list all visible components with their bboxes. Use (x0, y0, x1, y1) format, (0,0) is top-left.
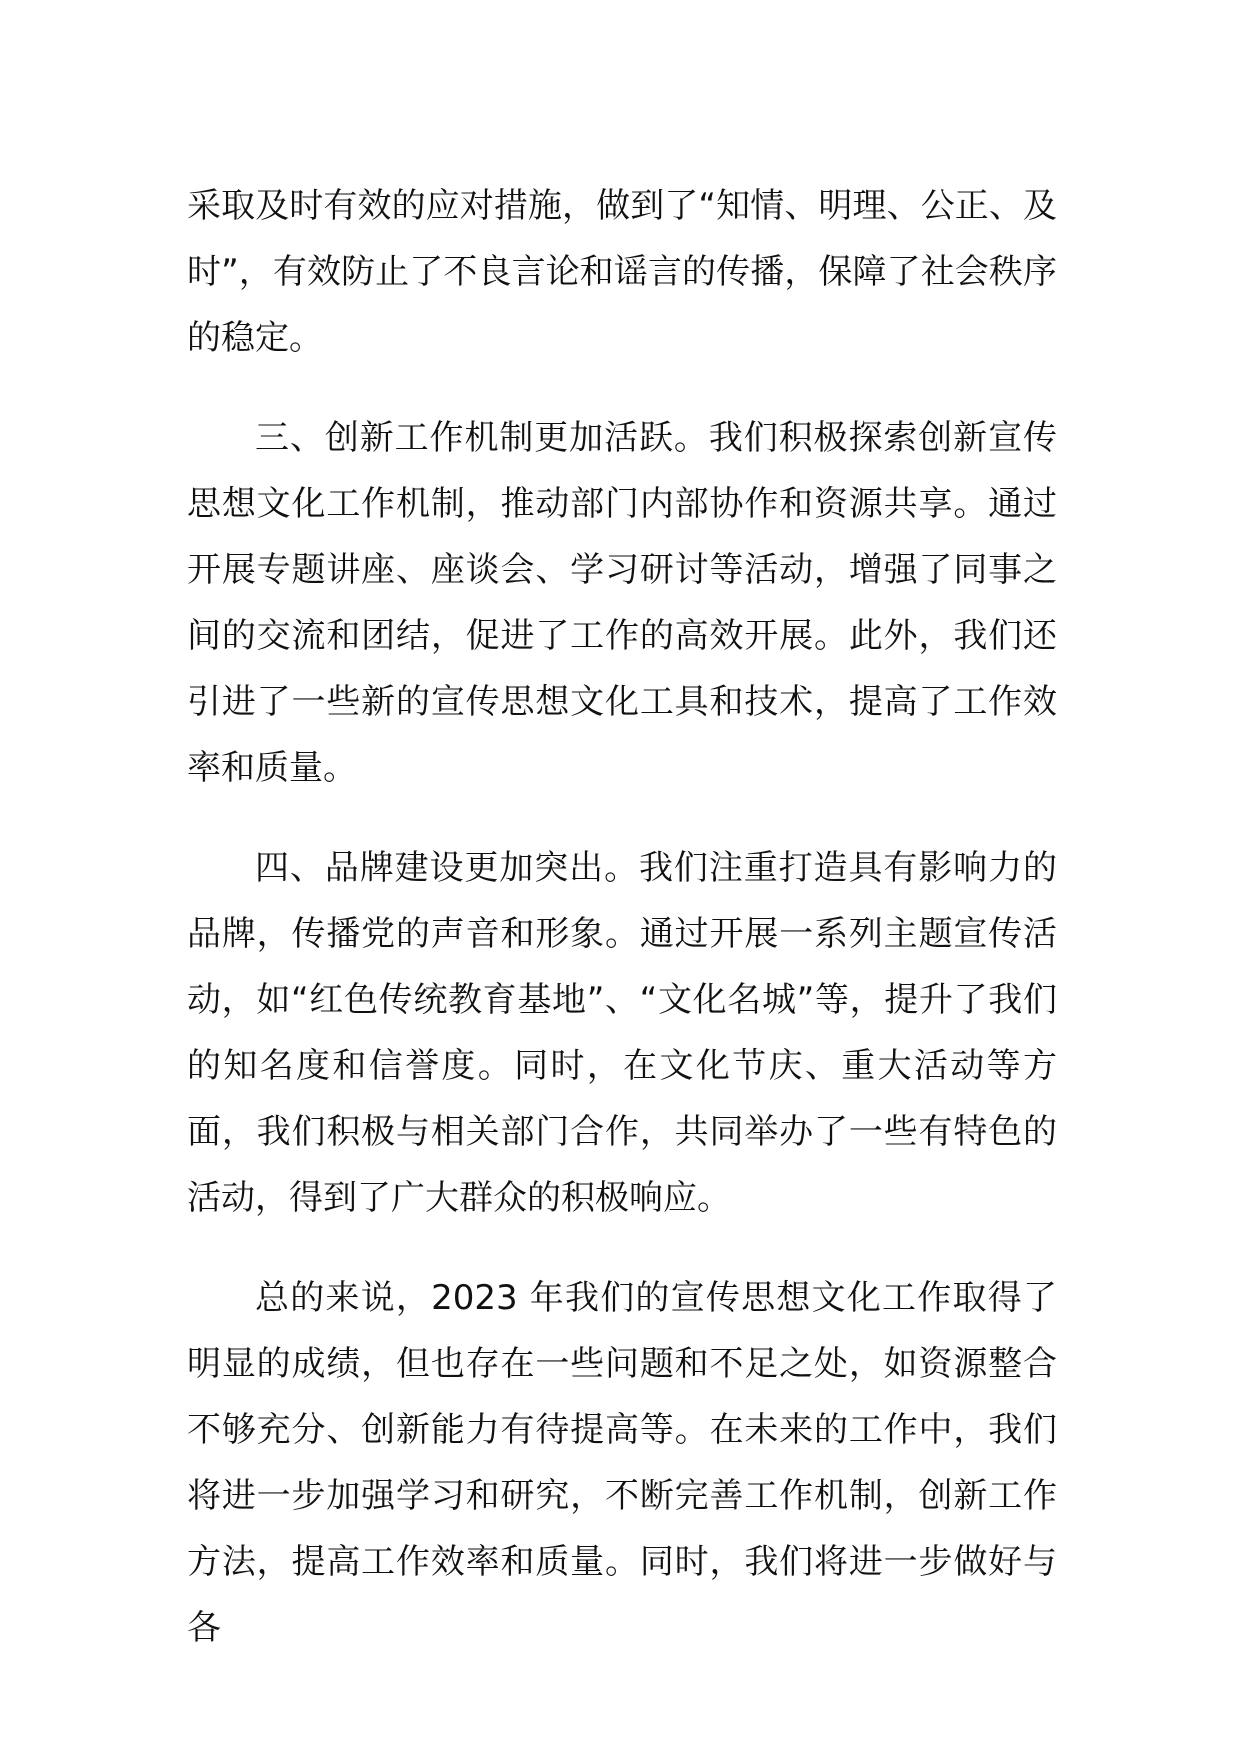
paragraph-continuation: 采取及时有效的应对措施，做到了“知情、明理、公正、及时”，有效防止了不良言论和谣言的传播，保障了社会秩序的稳定。 (187, 186, 1057, 358)
paragraph-summary: 总的来说，2023 年我们的宣传思想文化工作取得了明显的成绩，但也存在一些问题和不足之处，如资源整合不够充分、创新能力有待提高等。在未来的工作中，我们将进一步加强学习和研究，不断完善工作机制，创新工作方法，提高工作效率和质量。同时，我们将进一步做好与各 (187, 1278, 1057, 1648)
document-body (187, 173, 1057, 1661)
paragraph-brand-building: 四、品牌建设更加突出。我们注重打造具有影响力的品牌，传播党的声音和形象。通过开展一系列主题宣传活动，如“红色传统教育基地”、“文化名城”等，提升了我们的知名度和信誉度。同时，在文化节庆、重大活动等方面，我们积极与相关部门合作，共同举办了一些有特色的活动，得到了广大群众的积极响应。 (187, 848, 1057, 1218)
paragraph-innovation-mechanism: 三、创新工作机制更加活跃。我们积极探索创新宣传思想文化工作机制，推动部门内部协作和资源共享。通过开展专题讲座、座谈会、学习研讨等活动，增强了同事之间的交流和团结，促进了工作的高效开展。此外，我们还引进了一些新的宣传思想文化工具和技术，提高了工作效率和质量。 (187, 418, 1057, 788)
